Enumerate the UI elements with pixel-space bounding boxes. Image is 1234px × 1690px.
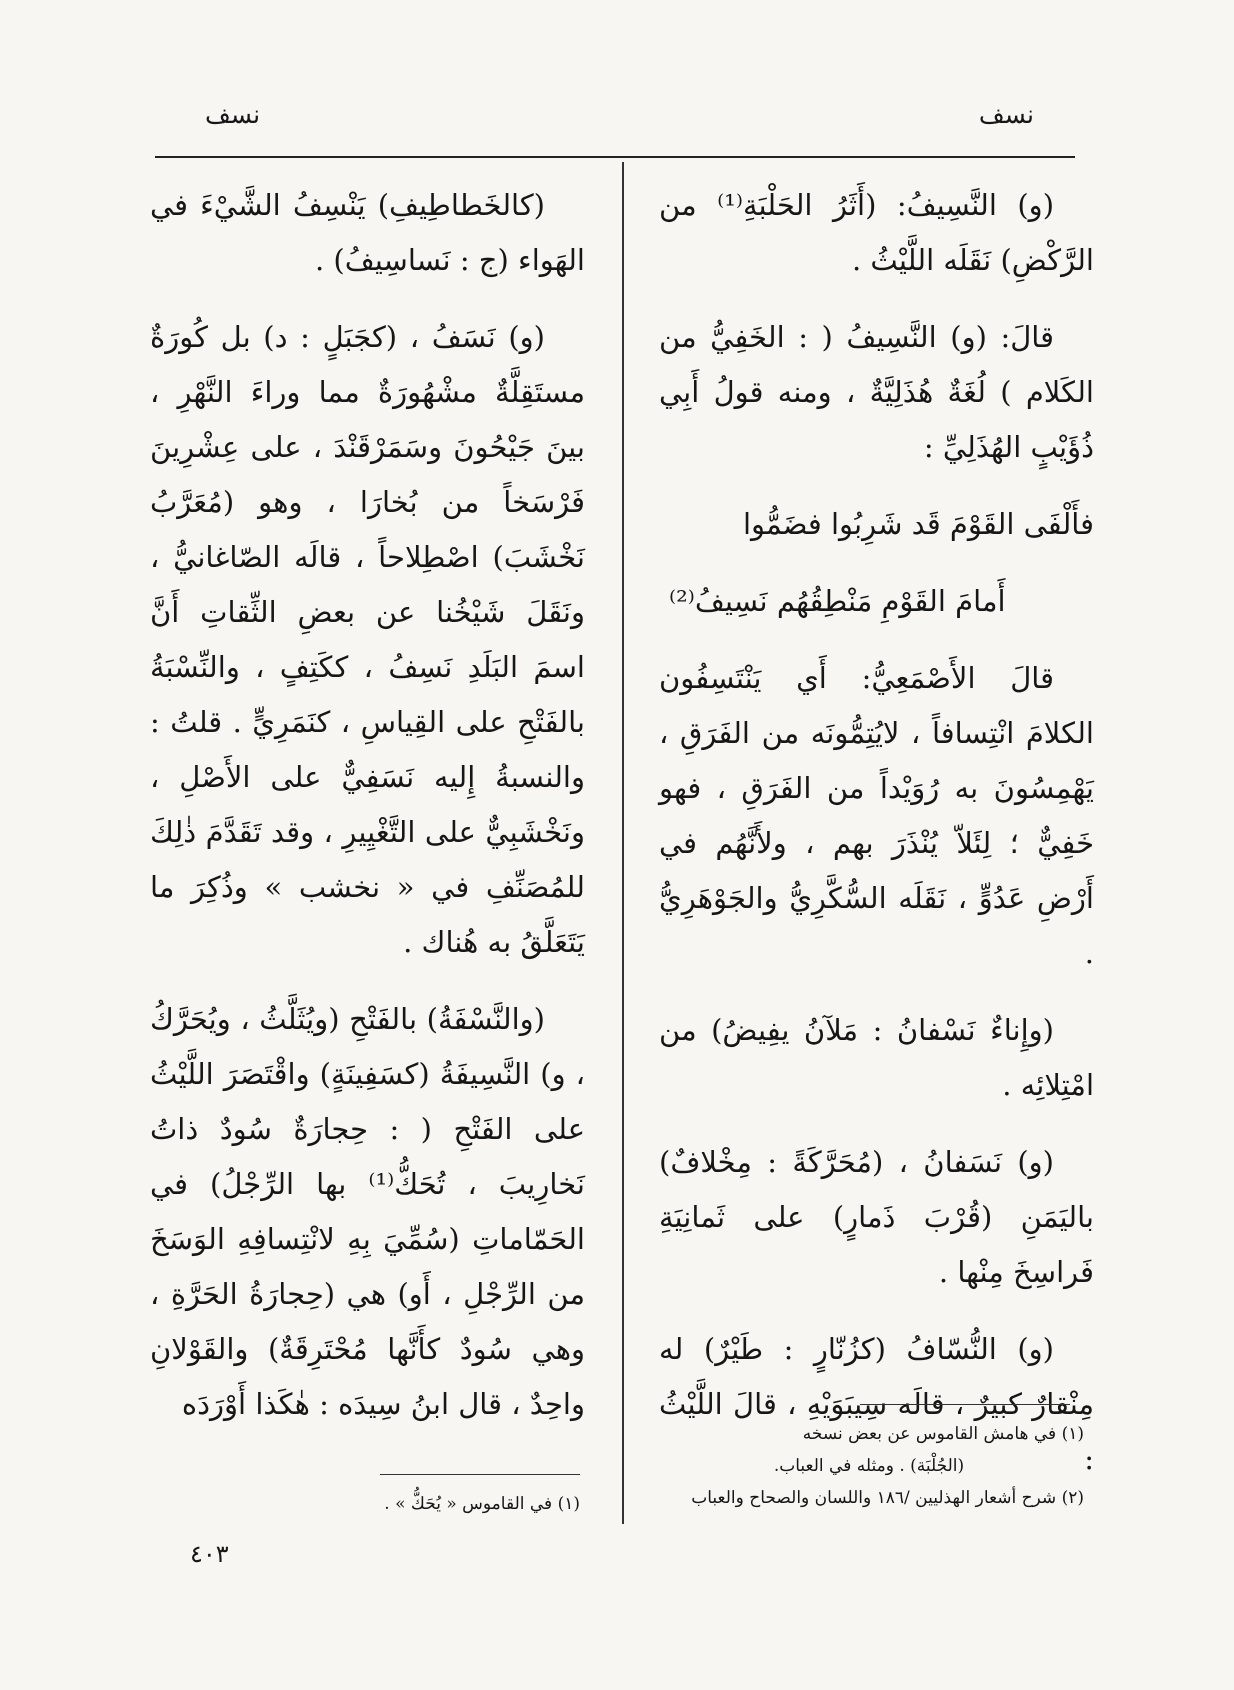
entry-paragraph: (و) نَسَفانُ ، (مُحَرَّكَةً : مِخْلافٌ) باليَمَنِ (قُرْبَ ذَمارٍ) على ثَمانِيَةِ فَراسِخَ مِنْها .	[659, 1145, 1094, 1289]
footnote: (١) في القاموس « يُحَكُّ » .	[384, 1494, 580, 1514]
verse-second-hemistich: أَمامَ القَوْمِ مَنْطِقُهُم نَسِيفُ⁽²⁾	[669, 584, 1006, 618]
running-head-left: نسف	[205, 100, 261, 129]
running-head-right: نسف	[978, 100, 1034, 129]
verse-first-hemistich: فأَلْفَى القَوْمَ قَد شَرِبُوا فضَمُّوا	[742, 507, 1094, 541]
entry-paragraph: (و) النَّسِيفُ: (أَثَرُ الحَلْبَةِ⁽¹⁾ من الرَّكْضِ) نَقَلَه اللَّيْثُ .	[659, 188, 1094, 277]
left-column	[150, 178, 585, 1454]
footnote-rule-right	[860, 1404, 1070, 1405]
header-rule	[155, 156, 1075, 158]
entry-paragraph: (و) نَسَفُ ، (كجَبَلٍ : د) بل كُورَةٌ مستَقِلَّةٌ مشْهُورَةٌ مما وراءَ النَّهْرِ ، بينَ جَيْحُونَ وسَمَرْقَنْدَ ، على عِشْرِينَ فَرْسَخاً من بُخارَا ، وهو (مُعَرَّبُ نَخْشَبَ) اصْطِلاحاً ، قالَه الصّاغانيُّ ، ونَقَلَ شَيْخُنا عن بعضِ الثِّقاتِ أَنَّ اسمَ البَلَدِ نَسِفُ ، ككَتِفٍ ، والنِّسْبَةُ بالفَتْحِ على القِياسِ ، كنَمَرِيٍّ . قلتُ : والنسبةُ إِليه نَسَفِيٌّ على الأَصْلِ ، ونَخْشَبِيٌّ على التَّغْيِيرِ ، وقد تَقَدَّمَ ذٰلِكَ للمُصَنِّفِ في « نخشب » وذُكِرَ ما يَتَعَلَّقُ به هُناك .	[150, 320, 585, 959]
footnote: (٢) شرح أشعار الهذليين /١٨٦ واللسان والصحاح والعباب	[691, 1488, 1084, 1508]
entry-paragraph: قالَ الأَصْمَعِيُّ: أَي يَنْتَسِفُون الكلامَ انْتِسافاً ، لايُتِمُّونَه من الفَرَقِ ، يَهْمِسُونَ به رُوَيْداً من الفَرَقِ ، فهو خَفِيٌّ ؛ لِئَلاّ يُنْذَرَ بهم ، ولأَنَّهُم في أَرْضِ عَدُوٍّ ، نَقَلَه السُّكَّرِيُّ والجَوْهَرِيُّ .	[659, 661, 1094, 970]
entry-paragraph: (والنَّسْفَةُ) بالفَتْحِ (ويُثَلَّثُ ، ويُحَرَّكُ ، و) النَّسِيفَةُ (كسَفِينَةٍ) واقْتَصَرَ اللَّيْثُ على الفَتْحِ ( : حِجارَةٌ سُودٌ ذاتُ نَخارِيبَ ، تُحَكُّ⁽¹⁾ بها الرِّجْلُ) في الحَمّاماتِ (سُمِّيَ بِهِ لانْتِسافِهِ الوَسَخَ من الرِّجْلِ ، أَو) هي (حِجارَةُ الحَرَّةِ ، وهي سُودٌ كأَنَّها مُحْتَرِقَةٌ) والقَوْلانِ واحِدٌ ، قال ابنُ سِيدَه : هٰكَذا أَوْرَدَه	[150, 1002, 585, 1421]
column-divider	[622, 162, 624, 1524]
footnotes-left	[150, 1488, 580, 1520]
entry-paragraph: (و) النُّسّافُ (كزُنّارٍ : طَيْرٌ) له مِنْقارٌ كبيرٌ ، قالَه سِيبَوَيْهِ ، قالَ اللَّيْثُ :	[659, 1332, 1094, 1476]
page-number: ٤٠٣	[190, 1540, 229, 1568]
entry-paragraph: (وإِناءٌ نَسْفانُ : مَلآنُ يفِيضُ) من امْتِلائِه .	[659, 1013, 1094, 1102]
footnotes-right	[654, 1418, 1084, 1514]
footnote-rule-left	[380, 1474, 580, 1475]
footnote: (١) في هامش القاموس عن بعض نسخه	[802, 1424, 1084, 1444]
footnote-continuation: (الجُلْبَة) . ومثله في العباب.	[773, 1456, 965, 1476]
entry-paragraph: قالَ: (و) النَّسِيفُ ( : الخَفِيُّ من الكَلام ) لُغَةٌ هُذَلِيَّةٌ ، ومنه قولُ أَبِي ذُؤَيْبٍ الهُذَلِيِّ :	[659, 320, 1094, 464]
right-column	[659, 178, 1094, 1509]
entry-paragraph: (كالخَطاطِيفِ) يَنْسِفُ الشَّيْءَ في الهَواء (ج : نَساسِيفُ) .	[150, 188, 585, 277]
